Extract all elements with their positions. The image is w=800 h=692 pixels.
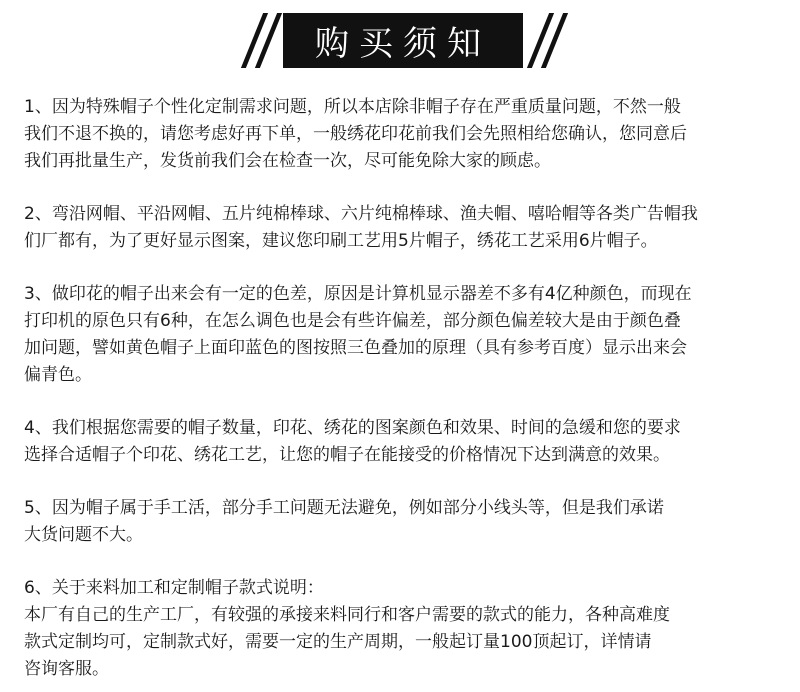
title-banner [283, 13, 523, 68]
page-title: 购买须知 [315, 24, 491, 64]
header-banner [0, 10, 800, 70]
note-paragraph-4: 4、我们根据您需要的帽子数量，印花、绣花的图案颜色和效果、时间的急缓和您的要求 选择合适帽子个印花、绣花工艺，让您的帽子在能接受的价格情况下达到满意的效果。 [24, 418, 681, 465]
notes-list [24, 94, 784, 683]
note-paragraph-3: 3、做印花的帽子出来会有一定的色差，原因是计算机显示器差不多有4亿种颜色，而现在 打印机的原色只有6种，在怎么调色也是会有些许偏差，部分颜色偏差较大是由于颜色叠 加问题，譬如黄色帽子上面印蓝色的图按照三色叠加的原理（具有参考百度）显示出来会 偏青色。 [24, 284, 692, 385]
note-paragraph-2: 2、弯沿网帽、平沿网帽、五片纯棉棒球、六片纯棉棒球、渔夫帽、嘻哈帽等各类广告帽我 们厂都有，为了更好显示图案，建议您印刷工艺用5片帽子，绣花工艺采用6片帽子。 [24, 204, 698, 251]
note-paragraph-6: 6、关于来料加工和定制帽子款式说明： 本厂有自己的生产工厂，有较强的承接来料同行和客户需要的款式的能力，各种高难度 款式定制均可，定制款式好，需要一定的生产周期，一般起订量100顶起订，详情请 咨询客服。 [24, 578, 670, 679]
note-paragraph-1: 1、因为特殊帽子个性化定制需求问题，所以本店除非帽子存在严重质量问题，不然一般 我们不退不换的，请您考虑好再下单，一般绣花印花前我们会先照相给您确认，您同意后 我们再批量生产，发货前我们会在检查一次，尽可能免除大家的顾虑。 [24, 97, 687, 171]
decorative-slash [241, 13, 268, 68]
decorative-slash [527, 13, 554, 68]
note-paragraph-5: 5、因为帽子属于手工活，部分手工问题无法避免，例如部分小线头等，但是我们承诺 大货问题不大。 [24, 498, 664, 545]
